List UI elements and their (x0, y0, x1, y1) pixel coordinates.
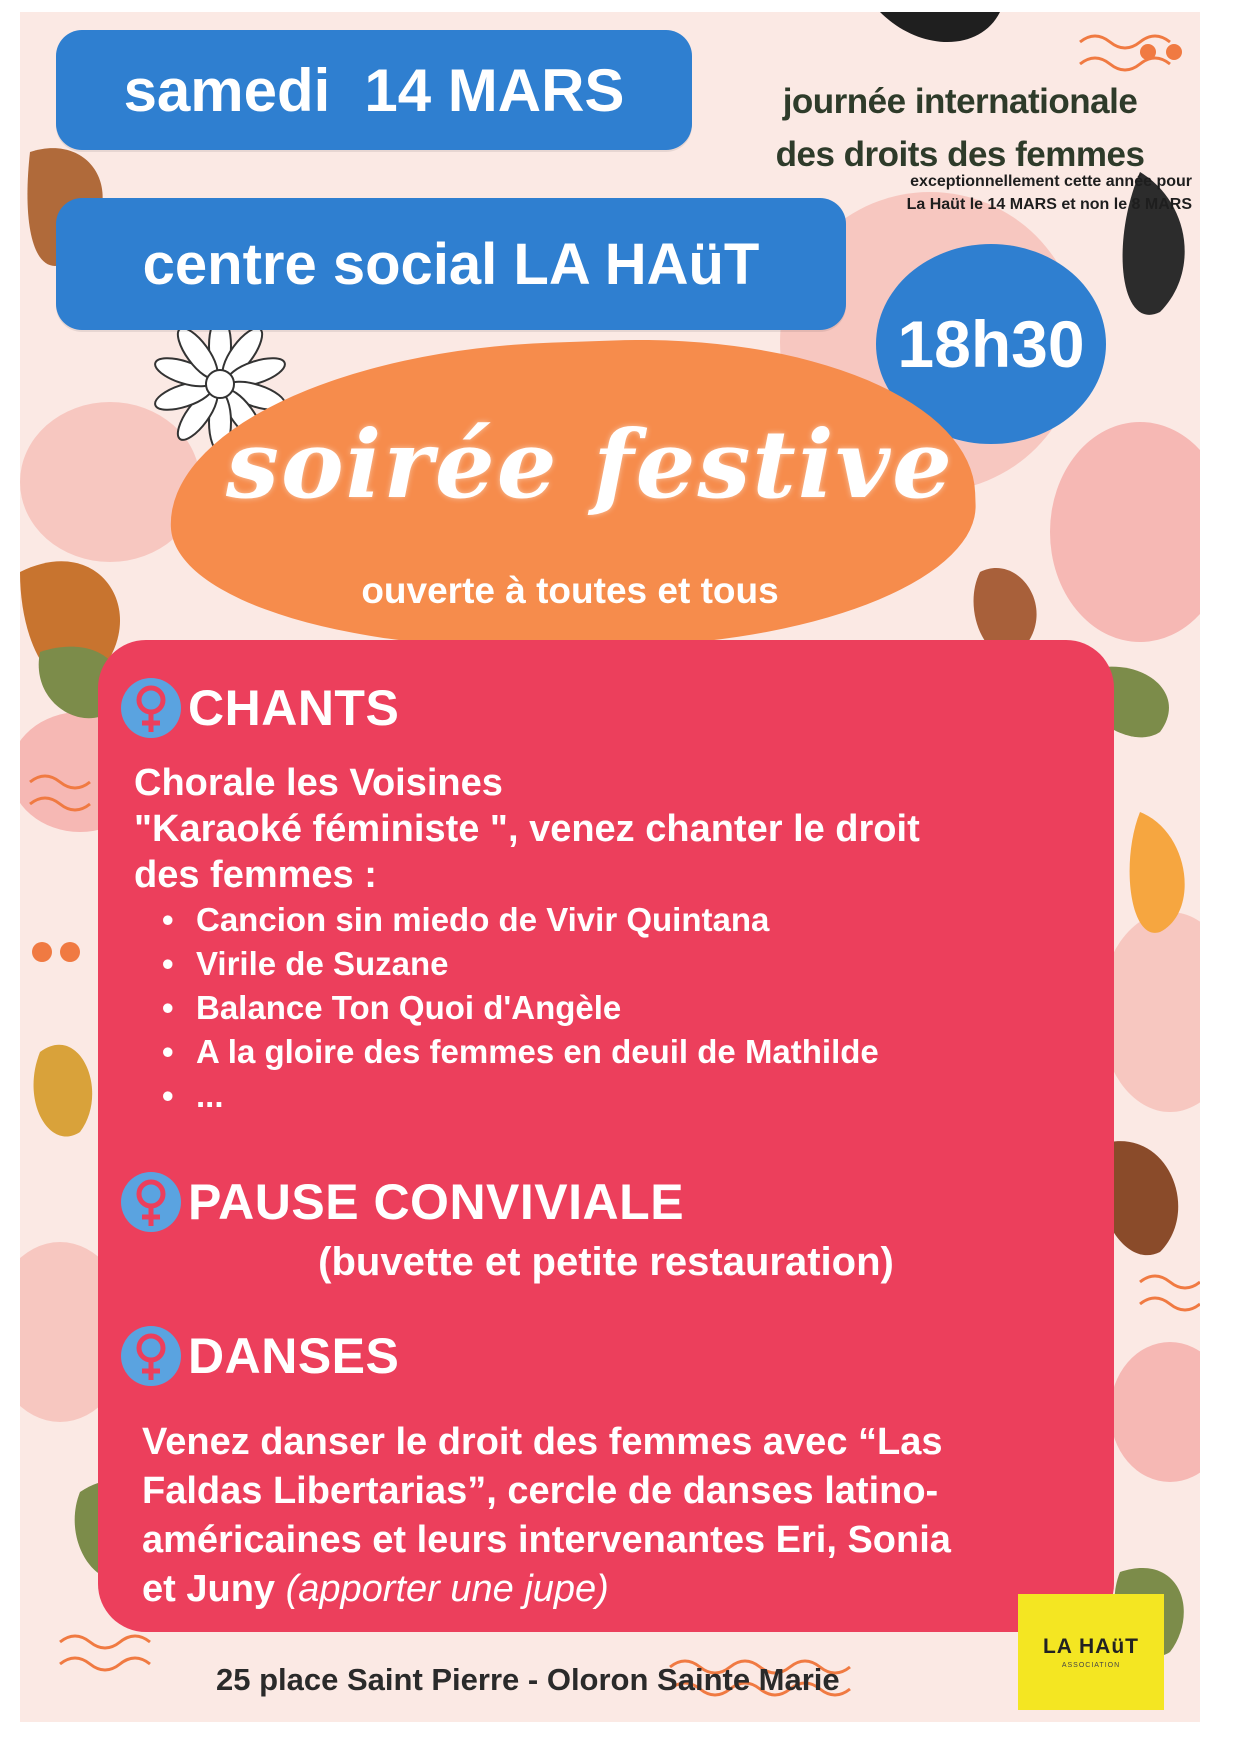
event-title: soirée festive (226, 410, 954, 520)
danses-title: DANSES (188, 1328, 400, 1384)
date-exception-note (846, 170, 1200, 216)
chants-line2: "Karaoké féministe ", venez chanter le droit (134, 808, 920, 850)
venus-icon (120, 1324, 182, 1388)
list-item: • Balance Ton Quoi d'Angèle (134, 986, 920, 1030)
danses-line3: américaines et leurs intervenantes Eri, Sonia (142, 1519, 951, 1561)
venue-banner: centre social LA HAüT (56, 198, 846, 330)
list-item: • Virile de Suzane (134, 942, 920, 986)
danses-line4 (142, 1565, 951, 1614)
list-item: • A la gloire des femmes en deuil de Mathilde (134, 1030, 920, 1074)
note-line2: La Haüt le 14 MARS et non le 8 MARS (906, 196, 1192, 213)
date-day: samedi (123, 56, 331, 124)
venus-icon (120, 676, 182, 740)
logo-name: LA HAüT (1042, 1635, 1140, 1658)
address: 25 place Saint Pierre - Oloron Sainte Marie (216, 1662, 840, 1697)
list-item: • Cancion sin miedo de Vivir Quintana (134, 898, 920, 942)
danses-line1: Venez danser le droit des femmes avec “Las (142, 1421, 943, 1463)
note-line1: exceptionnellement cette année pour (910, 173, 1192, 190)
international-day-heading (726, 74, 1194, 180)
section-chants-heading (120, 676, 399, 740)
pause-title: PAUSE CONVIVIALE (188, 1174, 685, 1230)
date-banner (56, 30, 692, 150)
international-day-line2: des droits des femmes (775, 135, 1145, 174)
logo-subtitle: ASSOCIATION (1061, 1662, 1121, 1669)
danses-line4-text: et Juny (142, 1568, 286, 1610)
venus-icon (120, 1170, 182, 1234)
pause-subtitle: (buvette et petite restauration) (318, 1240, 894, 1284)
time-badge: 18h30 (876, 244, 1106, 444)
program-panel (98, 640, 1114, 1632)
chants-body (134, 760, 920, 1118)
section-pause-heading (120, 1170, 684, 1234)
event-subtitle: ouverte à toutes et tous (361, 570, 779, 611)
skirt-note: (apporter une jupe) (285, 1568, 609, 1610)
section-danses-heading (120, 1324, 399, 1388)
song-list (134, 898, 920, 1118)
danses-line2: Faldas Libertarias”, cercle de danses latino- (142, 1470, 939, 1512)
poster (20, 12, 1200, 1722)
international-day-line1: journée internationale (782, 82, 1138, 121)
chants-title: CHANTS (188, 680, 400, 736)
danses-body (142, 1418, 951, 1614)
list-item: • ... (134, 1074, 920, 1118)
chants-line1: Chorale les Voisines (134, 762, 503, 804)
chants-line3: des femmes : (134, 854, 377, 896)
date-text: 14 MARS (364, 56, 625, 124)
la-haut-logo (1018, 1594, 1164, 1710)
